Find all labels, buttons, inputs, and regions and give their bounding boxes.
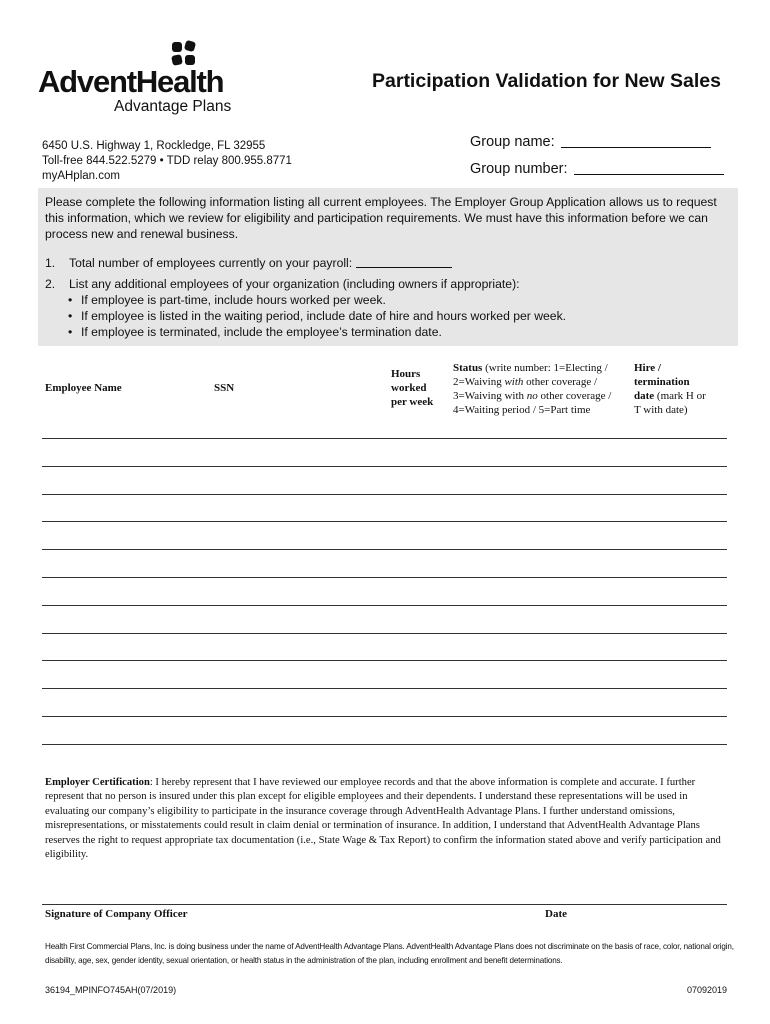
logo [38,40,248,120]
website: myAHplan.com [42,170,120,182]
item-2-number: 2. [45,277,56,291]
bullet-item: • If employee is terminated, include the employee’s termination date. [68,325,442,339]
table-row[interactable] [42,494,727,495]
table-row[interactable] [42,688,727,689]
form-code: 36194_MPINFO745AH(07/2019) [45,985,177,995]
bullet-icon: • [68,293,73,307]
table-row[interactable] [42,577,727,578]
employee-count-field[interactable] [356,266,452,268]
item-1 [69,256,452,270]
group-name-input-line[interactable] [561,146,711,148]
table-row[interactable] [42,716,727,717]
nondiscrimination-notice: Health First Commercial Plans, Inc. is doing business under the name of AdventHealth Advantage Plans. AdventHealth Advantage Plans does not discriminate on the basis of race, color, national origin, disability, age, sex, gender identity, sexual orientation, or health status in the administration of the plan, including enrollment and benefit determinations. [45,942,734,965]
group-number-field[interactable] [470,161,724,177]
address-line-1: 6450 U.S. Highway 1, Rockledge, FL 32955 [42,140,266,152]
column-header-status: Status (write number: 1=Electing / 2=Waiving with other coverage / 3=Waiving with no other coverage / 4=Waiting period / 5=Part time [453,362,612,416]
signature-label: Signature of Company Officer [45,908,188,920]
table-row[interactable] [42,438,727,439]
group-number-label: Group number: [470,161,568,177]
table-row[interactable] [42,521,727,522]
table-row[interactable] [42,744,727,745]
item-2-text: List any additional employees of your organization (including owners if appropriate): [69,277,520,291]
bullet-item: • If employee is part-time, include hours worked per week. [68,293,386,307]
address-line-2: Toll-free 844.522.5279 • TDD relay 800.955.8771 [42,155,292,167]
signature-line[interactable] [42,904,727,905]
table-row[interactable] [42,605,727,606]
logo-subtitle: Advantage Plans [114,98,232,115]
date-label: Date [545,908,567,920]
column-header-employee-name: Employee Name [45,382,122,394]
column-header-hours: Hours worked per week [391,368,434,408]
group-number-input-line[interactable] [574,173,724,175]
table-row[interactable] [42,549,727,550]
item-1-number: 1. [45,256,56,270]
page-title: Participation Validation for New Sales [372,70,721,92]
group-name-field[interactable] [470,134,711,150]
date-code: 07092019 [687,985,728,995]
column-header-hire-termination: Hire / termination date (mark H or T with date) [634,362,706,416]
table-row[interactable] [42,660,727,661]
employer-certification [45,776,728,862]
table-row[interactable] [42,466,727,467]
table-row[interactable] [42,633,727,634]
bullet-icon: • [68,309,73,323]
certification-text: : I hereby represent that I have reviewed our employee records and that the above information is complete and accurate. I further represent that no person is insured under this plan except for eligible employees and their dependents. I understand these representations will be used in evaluating our company’s eligibility to participate in the insurance coverage through AdventHealth Advantage Plans. I further understand omissions, misrepresentations, or misstatements could result in claim denial or termination of insurance. In addition, I understand that AdventHealth Advantage Plans reserves the right to request appropriate tax documentation (i.e., State Wage & Tax Report) to confirm the information stated above and verify participation and eligibility. [45,777,721,861]
logo-brand: AdventHealth [38,64,224,99]
certification-label: Employer Certification [45,777,150,788]
bullet-icon: • [68,325,73,339]
item-1-text: Total number of employees currently on your payroll: [69,256,353,270]
bullet-item: • If employee is listed in the waiting period, include date of hire and hours worked per week. [68,309,567,323]
group-name-label: Group name: [470,134,555,150]
column-header-ssn: SSN [214,382,235,394]
instructions-intro: Please complete the following information listing all current employees. The Employer Group Application allows us to request this information, which we review for eligibility and participation requirements. We must have this information before we can process new and renewal business. [45,195,717,241]
